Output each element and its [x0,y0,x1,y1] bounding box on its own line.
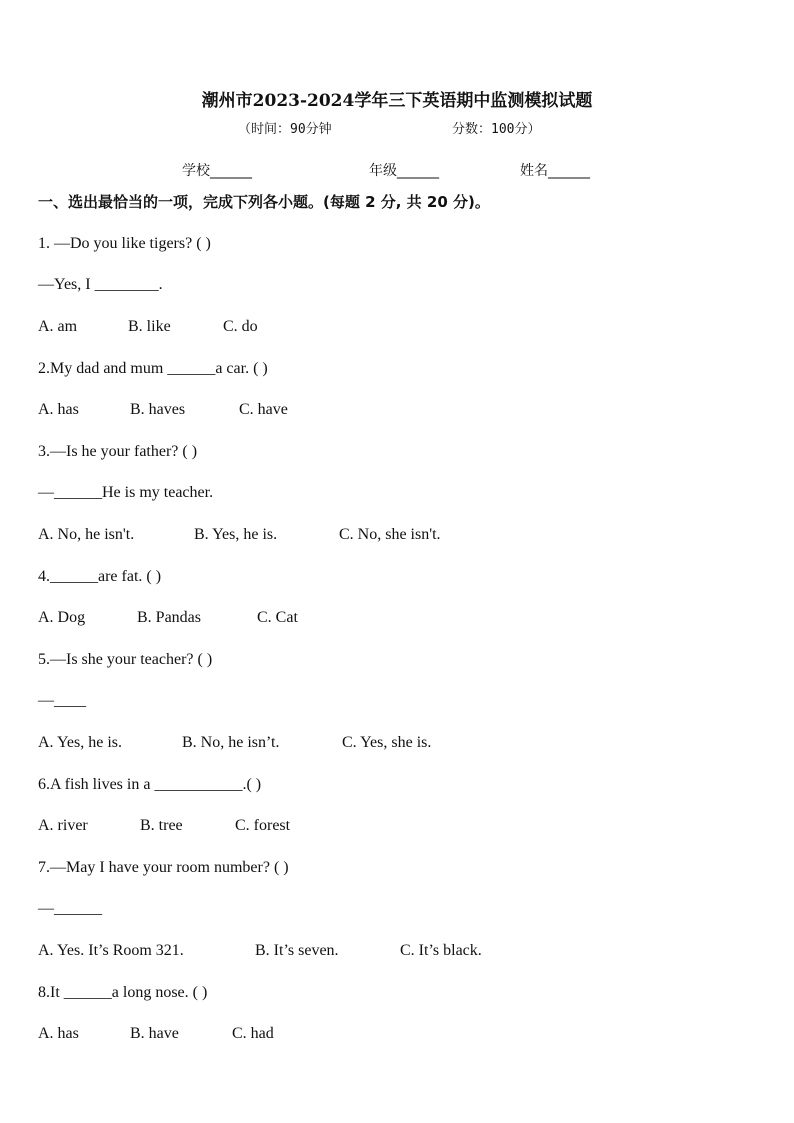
option-a: A. Dog [38,609,86,626]
section-heading: 一、选出最恰当的一项，完成下列各小题。(每题 2 分, 共 20 分)。 [38,193,490,211]
question-3-stem: 3.—Is he your father? ( ) [38,443,198,460]
name-field: 姓名______ [520,163,590,179]
option-c: C. have [239,401,288,418]
question-3-options [38,525,441,545]
option-c: C. do [223,318,258,335]
option-a: A. river [38,817,88,834]
question-4-stem: 4.______are fat. ( ) [38,568,162,585]
option-b: B. It’s seven. [255,942,339,959]
option-a: A. am [38,318,78,335]
question-1-stem: 1. —Do you like tigers? ( ) [38,235,211,252]
option-b: B. Yes, he is. [194,526,278,543]
question-7-stem: 7.—May I have your room number? ( ) [38,859,289,876]
option-b: B. Pandas [137,609,201,626]
question-2-stem: 2.My dad and mum ______a car. ( ) [38,360,268,377]
question-6-stem: 6.A fish lives in a ___________.( ) [38,776,262,793]
question-3-answer-line: —______He is my teacher. [38,484,214,501]
question-7-answer-line: —______ [38,900,102,917]
question-6-options [38,816,290,836]
question-1-options [38,317,258,337]
option-b: B. No, he isn’t. [182,734,280,751]
exam-time: （时间：90分钟 [238,122,332,137]
option-c: C. Yes, she is. [342,734,432,751]
option-a: A. No, he isn't. [38,526,135,543]
exam-score: 分数：100分） [452,122,541,137]
question-4-options [38,608,298,628]
option-a: A. has [38,1025,79,1042]
option-b: B. haves [130,401,186,418]
grade-field: 年级______ [369,163,439,179]
option-a: A. Yes. It’s Room 321. [38,942,184,959]
question-1-answer-line: —Yes, I ________. [38,276,163,293]
question-8-options [38,1024,274,1044]
option-c: C. had [232,1025,274,1042]
question-5-answer-line: —____ [38,692,86,709]
option-c: C. It’s black. [400,942,482,959]
option-a: A. has [38,401,79,418]
question-5-stem: 5.—Is she your teacher? ( ) [38,651,213,668]
school-field: 学校______ [182,163,252,179]
question-7-options [38,941,482,961]
option-a: A. Yes, he is. [38,734,123,751]
option-b: B. like [128,318,171,335]
option-c: C. No, she isn't. [339,526,441,543]
question-5-options [38,733,431,753]
question-2-options [38,400,288,420]
question-8-stem: 8.It ______a long nose. ( ) [38,984,208,1001]
option-b: B. tree [140,817,183,834]
exam-title: 潮州市2023-2024学年三下英语期中监测模拟试题 [201,91,593,111]
option-b: B. have [130,1025,179,1042]
option-c: C. forest [235,817,291,834]
option-c: C. Cat [257,609,298,626]
